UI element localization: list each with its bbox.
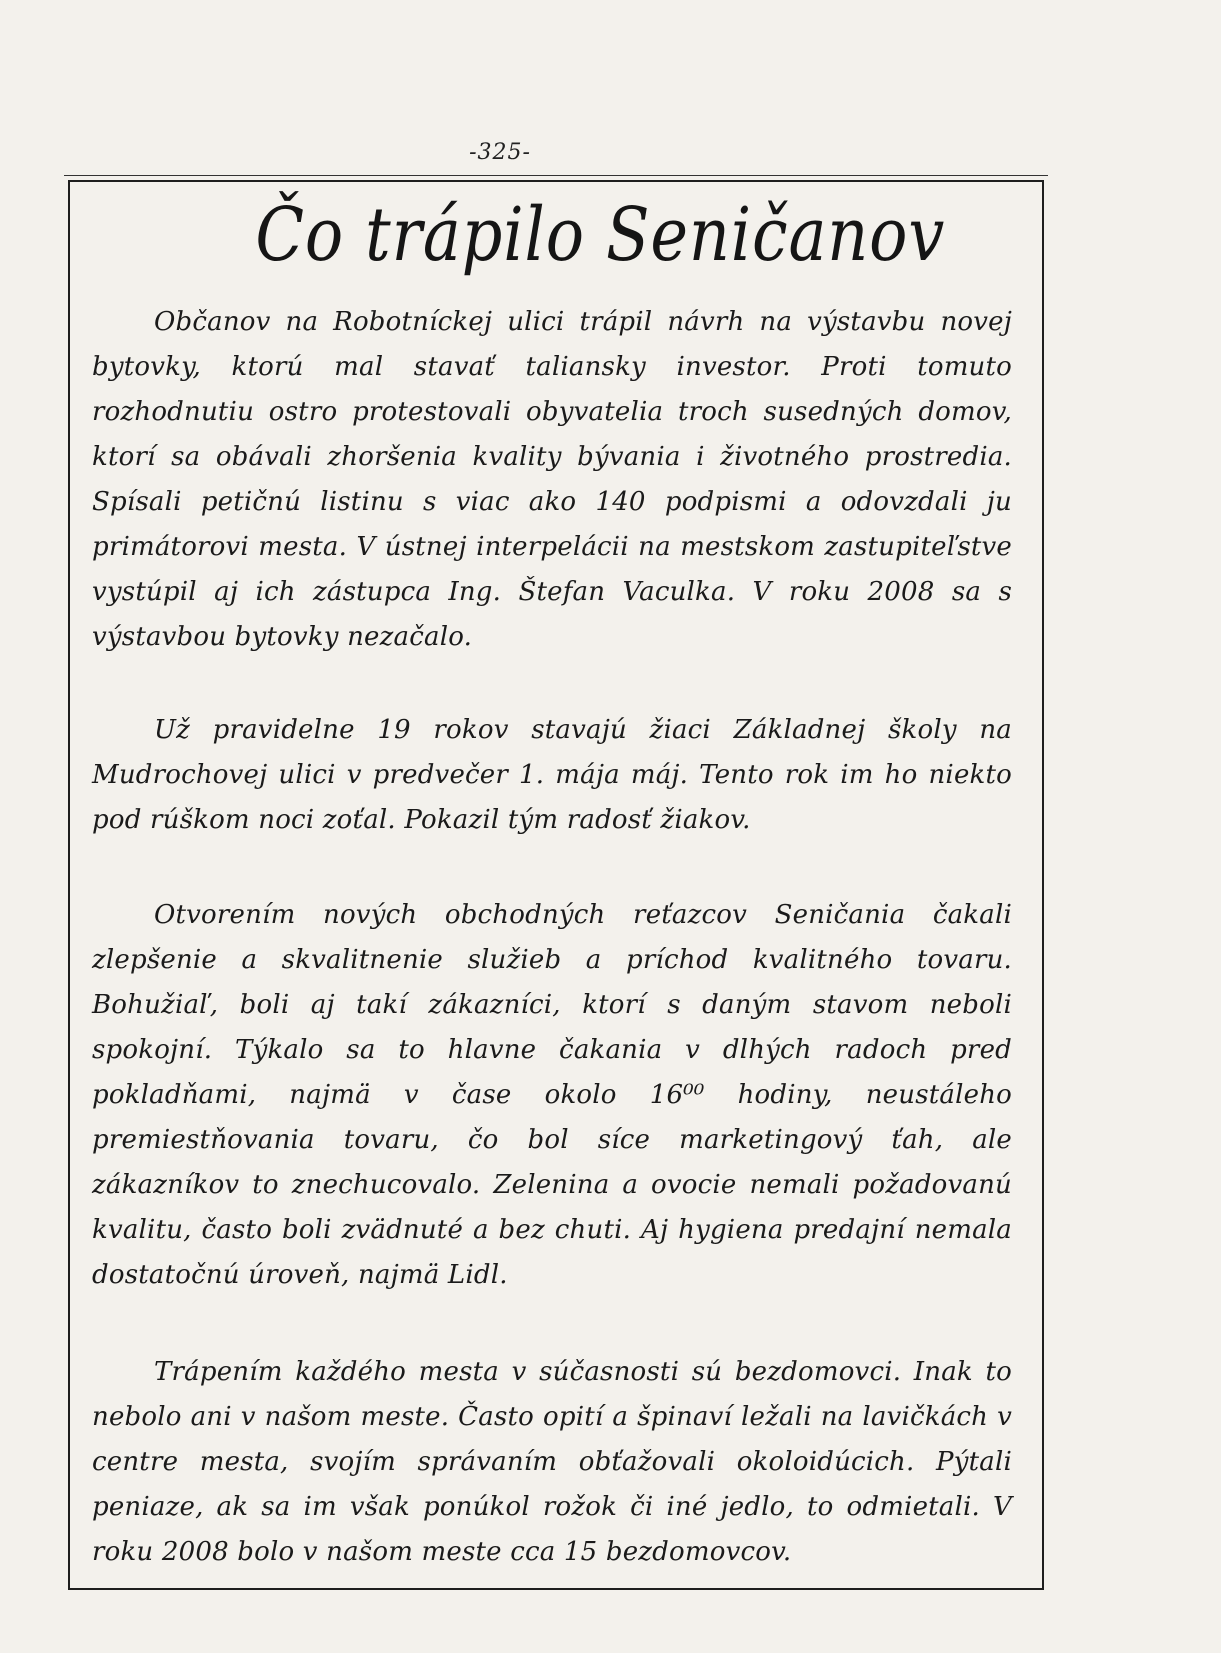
frame-top-rule	[64, 175, 1048, 176]
paragraph-retail-chains: Otvorením nových obchodných reťazcov Seničania čakali zlepšenie a skvalitnenie služieb a príchod kvalitného tovaru. Bohužiaľ, boli aj takí zákazníci, ktorí s daným stavom neboli spokojní. Týkalo sa to hlavne čakania v dlhých radoch pred pokladňami, najmä v čase okolo 16⁰⁰ hodiny, neustáleho premiestňovania tovaru, čo bol síce marketingový ťah, ale zákazníkov to znechucovalo. Zelenina a ovocie nemali požadovanú kvalitu, často boli zvädnuté a bez chuti. Aj hygiena predajní nemala dostatočnú úroveň, najmä Lidl.	[92, 900, 1012, 1290]
article-title: Čo trápilo Seničanov	[255, 192, 946, 278]
paragraph-maypole: Už pravidelne 19 rokov stavajú žiaci Základnej školy na Mudrochovej ulici v predvečer 1. mája máj. Tento rok im ho niekto pod rúškom noci zoťal. Pokazil tým radosť žiakov.	[92, 715, 1012, 835]
paragraph-homeless: Trápením každého mesta v súčasnosti sú bezdomovci. Inak to nebolo ani v našom meste. Často opití a špinaví ležali na lavičkách v centre mesta, svojím správaním obťažovali okoloidúcich. Pýtali peniaze, ak sa im však ponúkol rožok či iné jedlo, to odmietali. V roku 2008 bolo v našom meste cca 15 bezdomovcov.	[92, 1357, 1012, 1567]
page-number: -325-	[469, 140, 531, 165]
paragraph-petition: Občanov na Robotníckej ulici trápil návrh na výstavbu novej bytovky, ktorú mal stavať taliansky investor. Proti tomuto rozhodnutiu ostro protestovali obyvatelia troch susedných domov, ktorí sa obávali zhoršenia kvality bývania i životného prostredia. Spísali petičnú listinu s viac ako 140 podpismi a odovzdali ju primátorovi mesta. V ústnej interpelácii na mestskom zastupiteľstve vystúpil aj ich zástupca Ing. Štefan Vaculka. V roku 2008 sa s výstavbou bytovky nezačalo.	[92, 307, 1012, 652]
article-body	[92, 300, 1012, 1575]
